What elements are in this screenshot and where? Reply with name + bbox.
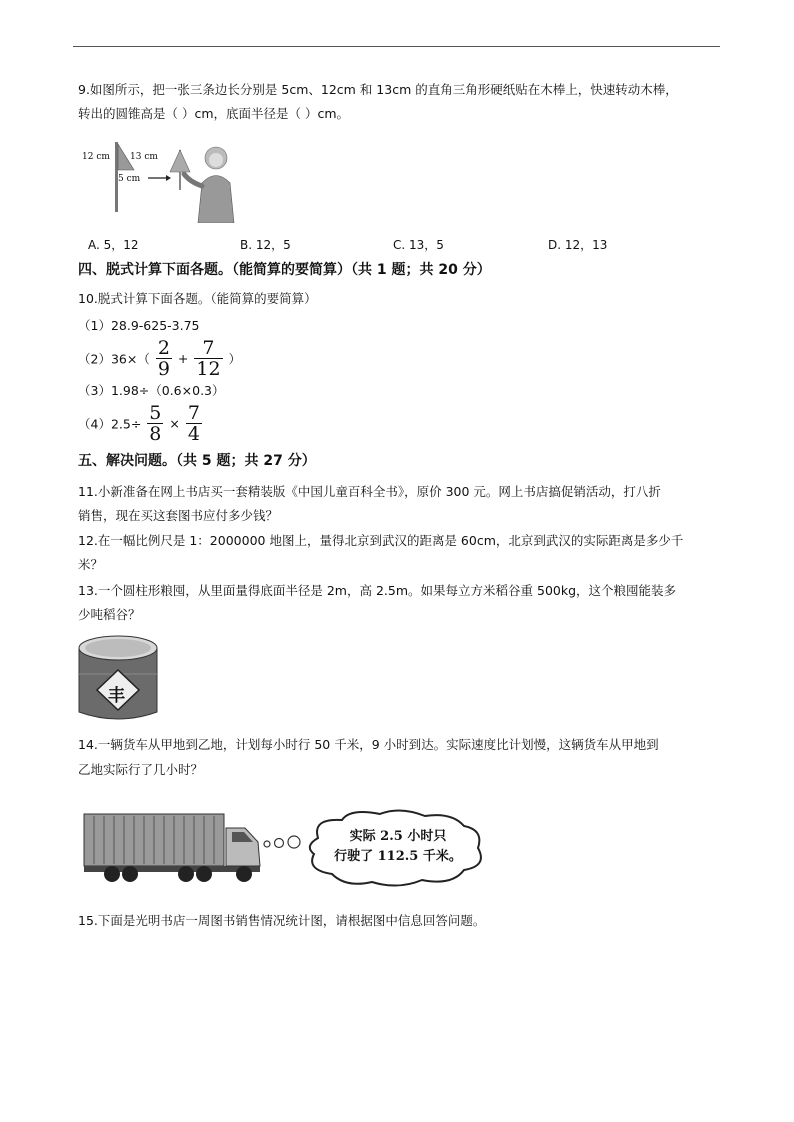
cone	[170, 150, 190, 172]
fraction-denominator: 9	[157, 358, 170, 380]
fraction-numerator: 2	[157, 337, 170, 359]
truck-wheel	[122, 866, 138, 882]
q10-part4-prefix: （4）2.5÷	[78, 416, 142, 432]
q10-part2-fraction1	[156, 338, 172, 379]
triangle-cone-illustration	[78, 138, 238, 223]
girl-body	[198, 176, 234, 224]
q14-line1: 14.一辆货车从甲地到乙地，计划每小时行 50 千米，9 小时到达。实际速度比计划慢，这辆货车从甲地到	[78, 737, 659, 752]
girl-arm	[184, 174, 202, 186]
q10-part2	[78, 338, 241, 379]
q10-part2-fraction2	[194, 338, 222, 379]
q9-option-a[interactable]: A. 5，12	[88, 238, 139, 252]
q9-option-d[interactable]: D. 12，13	[548, 238, 608, 252]
q13-line2: 少吨稻谷？	[78, 607, 141, 622]
q15-line1: 15.下面是光明书店一周图书销售情况统计图，请根据图中信息回答问题。	[78, 913, 486, 928]
q10-part2-op: +	[177, 351, 189, 366]
granary-svg	[77, 634, 159, 724]
q12-line2: 米？	[78, 557, 104, 572]
cloud-line1: 实际 2.5 小时只	[349, 829, 447, 844]
q9-text-line2: 转出的圆锥高是（ ）cm，底面半径是（ ）cm。	[78, 106, 350, 121]
thought-dot	[275, 839, 284, 848]
fraction-denominator: 4	[187, 423, 200, 445]
section4-title: 四、脱式计算下面各题。（能简算的要简算）（共 1 题；共 20 分）	[78, 262, 491, 278]
label-12cm: 12 cm	[82, 152, 110, 162]
granary-illustration	[77, 634, 159, 724]
barrel-char: 丰	[108, 686, 125, 706]
fraction-numerator: 7	[187, 402, 200, 424]
header-rule	[73, 46, 720, 47]
thought-dot	[288, 836, 300, 848]
fraction-numerator: 5	[149, 402, 162, 424]
q11-line2: 销售，现在买这套图书应付多少钱？	[78, 508, 279, 523]
barrel-grain	[85, 639, 151, 657]
truck-wheel	[196, 866, 212, 882]
q10-part4-fraction1	[147, 403, 163, 444]
q12-line1: 12.在一幅比例尺是 1：2000000 地图上，量得北京到武汉的距离是 60cm，北京到武汉的实际距离是多少千	[78, 533, 684, 548]
q9-option-c[interactable]: C. 13，5	[393, 238, 444, 252]
q10-part4-fraction2	[186, 403, 202, 444]
q13-line1: 13.一个圆柱形粮囤，从里面量得底面半径是 2m，高 2.5m。如果每立方米稻谷重 500kg，这个粮囤能装多	[78, 583, 677, 598]
q14-line2: 乙地实际行了几小时？	[78, 762, 204, 777]
q10-title: 10.脱式计算下面各题。（能简算的要简算）	[78, 291, 317, 306]
q10-part1: （1）28.9-625-3.75	[78, 318, 200, 333]
label-5cm: 5 cm	[118, 174, 141, 184]
thought-dot	[264, 841, 270, 847]
truck-wheel	[236, 866, 252, 882]
truck-wheel	[178, 866, 194, 882]
q10-part2-prefix: （2）36×（	[78, 351, 150, 367]
q11-line1: 11.小新准备在网上书店买一套精装版《中国儿童百科全书》，原价 300 元。网上书店搞促销活动，打八折	[78, 484, 661, 499]
truck-wheel	[104, 866, 120, 882]
section5-title: 五、解决问题。（共 5 题；共 27 分）	[78, 453, 316, 469]
q10-part4	[78, 403, 204, 444]
cloud-line2: 行驶了 112.5 千米。	[334, 849, 462, 864]
girl-face	[209, 153, 223, 167]
cloud-text	[318, 827, 478, 867]
truck-illustration	[80, 808, 555, 890]
fraction-denominator: 8	[149, 423, 162, 445]
q9-figure	[78, 138, 238, 223]
q10-part4-op: ×	[169, 416, 180, 431]
q10-part3: （3）1.98÷（0.6×0.3）	[78, 383, 225, 398]
label-13cm: 13 cm	[130, 152, 158, 162]
arrow-head	[166, 175, 171, 181]
q9-option-b[interactable]: B. 12，5	[240, 238, 291, 252]
q9-text-line1: 9.如图所示，把一张三条边长分别是 5cm、12cm 和 13cm 的直角三角形硬纸贴在木棒上，快速转动木棒，	[78, 82, 678, 97]
fraction-denominator: 12	[196, 358, 221, 380]
q10-part2-suffix: ）	[228, 351, 242, 367]
fraction-numerator: 7	[194, 338, 222, 359]
